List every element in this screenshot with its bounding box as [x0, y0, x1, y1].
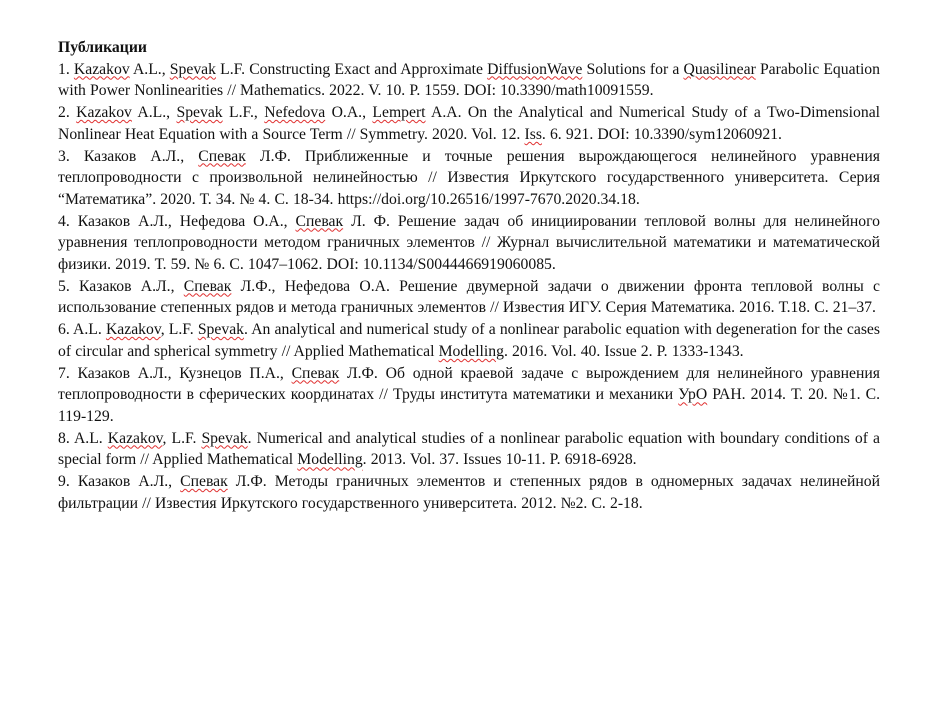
- entry-text: A.L.,: [129, 60, 170, 78]
- entry-text: Л.Ф. Об одной краевой задаче с вырождением для нелинейного уравнения теплопроводности в сферических координатах // Труды института математики и механики: [58, 364, 880, 404]
- spellcheck-flagged-word: Kazakov: [107, 429, 163, 447]
- section-heading: Публикации: [58, 39, 147, 56]
- publication-entry: [58, 428, 880, 471]
- spellcheck-flagged-word: Спевак: [291, 364, 340, 382]
- entry-text: . 2013. Vol. 37. Issues 10-11. P. 6918-6928.: [362, 451, 637, 469]
- publication-entry: [58, 102, 880, 145]
- publication-entry: [58, 59, 880, 102]
- spellcheck-flagged-word: Спевак: [198, 147, 246, 165]
- entry-text: . 2016. Vol. 40. Issue 2. P. 1333-1343.: [503, 342, 744, 360]
- spellcheck-flagged-word: Modelling: [297, 451, 363, 469]
- entry-text: РАН. 2014. Т. 20. №1. С. 119-129.: [58, 386, 880, 425]
- spellcheck-flagged-word: Lempert: [372, 104, 426, 122]
- entry-text: , L.F.: [160, 321, 198, 339]
- publication-entry: [58, 211, 880, 276]
- spellcheck-flagged-word: Спевак: [180, 473, 228, 491]
- spellcheck-flagged-word: Nefedova: [264, 104, 326, 122]
- spellcheck-flagged-word: Spevak: [201, 429, 248, 447]
- spellcheck-flagged-word: Kazakov: [73, 60, 130, 78]
- spellcheck-flagged-word: УрО: [678, 386, 708, 404]
- entry-text: Л.Ф. Приближенные и точные решения вырождающегося нелинейного уравнения теплопроводности с произвольной нелинейностью // Известия Иркутского государственного университета. Серия “Математика”. 2020. Т. 34. № 4. С. 18-34. https://doi.org/10.26516/1997-7670.2020.34.18.: [58, 147, 880, 208]
- entry-text: L.F.,: [222, 104, 265, 122]
- publication-entry: [58, 276, 880, 319]
- entry-text: Solutions for a: [582, 60, 684, 78]
- entry-text: . Numerical and analytical studies of a nonlinear parabolic equation with boundary conditions of a special form // Applied Mathematical: [58, 429, 880, 469]
- spellcheck-flagged-word: Modelling: [438, 342, 504, 360]
- entry-text: 3. Казаков А.Л.,: [58, 147, 199, 165]
- spellcheck-flagged-word: Спевак: [295, 212, 344, 230]
- entry-text: A.L.,: [131, 104, 177, 122]
- entry-text: 7. Казаков А.Л., Кузнецов П.А.,: [58, 364, 292, 382]
- entry-text: 2.: [58, 104, 77, 122]
- entry-text: Л. Ф. Решение задач об инициировании тепловой волны для нелинейного уравнения теплопроводности методом граничных элементов // Журнал вычислительной математики и математической физики. 2019. Т. 59. № 6. С. 1047–1062. DOI: 10.1134/S0044466919060085.: [58, 212, 880, 274]
- entry-text: . An analytical and numerical study of a nonlinear parabolic equation with degeneration for the cases of circular and spherical symmetry // Applied Mathematical: [58, 321, 880, 360]
- publication-entry: [58, 471, 880, 514]
- entry-text: A.A. On the Analytical and Numerical Study of a Two-Dimensional Nonlinear Heat Equation with a Source Term // Symmetry. 2020. Vol. 12.: [58, 104, 881, 143]
- document-page: [58, 37, 880, 514]
- entry-text: O.A.,: [325, 104, 373, 122]
- spellcheck-flagged-word: Spevak: [176, 104, 223, 122]
- publication-list: [58, 59, 880, 515]
- entry-text: 9. Казаков А.Л.,: [58, 473, 181, 491]
- spellcheck-flagged-word: Quasilinear: [683, 60, 756, 78]
- entry-text: 4. Казаков А.Л., Нефедова О.А.,: [58, 212, 296, 230]
- spellcheck-flagged-word: Spevak: [197, 321, 245, 339]
- entry-text: 1.: [58, 60, 74, 78]
- entry-text: 5. Казаков А.Л.,: [58, 277, 184, 295]
- spellcheck-flagged-word: Kazakov: [105, 321, 161, 339]
- spellcheck-flagged-word: Спевак: [183, 277, 232, 295]
- entry-text: , L.F.: [162, 429, 202, 447]
- entry-text: . 6. 921. DOI: 10.3390/sym12060921.: [541, 125, 782, 143]
- publication-entry: [58, 363, 880, 428]
- publication-entry: [58, 319, 880, 362]
- entry-text: L.F. Constructing Exact and Approximate: [215, 60, 488, 78]
- spellcheck-flagged-word: DiffusionWave: [487, 60, 583, 78]
- spellcheck-flagged-word: Iss: [524, 125, 542, 143]
- spellcheck-flagged-word: Kazakov: [76, 104, 132, 122]
- entry-text: 6. A.L.: [58, 321, 106, 339]
- entry-text: Parabolic Equation with Power Nonlinearities // Mathematics. 2022. V. 10. P. 1559. DOI: 10.3390/math10091559.: [58, 60, 880, 100]
- entry-text: Л.Ф., Нефедова О.А. Решение двумерной задачи о движении фронта тепловой волны с использование степенных рядов и метода граничных элементов // Известия ИГУ. Серия Математика. 2016. Т.18. С. 21–37.: [58, 277, 880, 317]
- entry-text: 8. A.L.: [58, 429, 108, 447]
- spellcheck-flagged-word: Spevak: [169, 60, 216, 78]
- entry-text: Л.Ф. Методы граничных элементов и степенных рядов в одномерных задачах нелинейной фильтрации // Известия Иркутского государственного университета. 2012. №2. С. 2-18.: [58, 473, 880, 512]
- publication-entry: [58, 146, 880, 211]
